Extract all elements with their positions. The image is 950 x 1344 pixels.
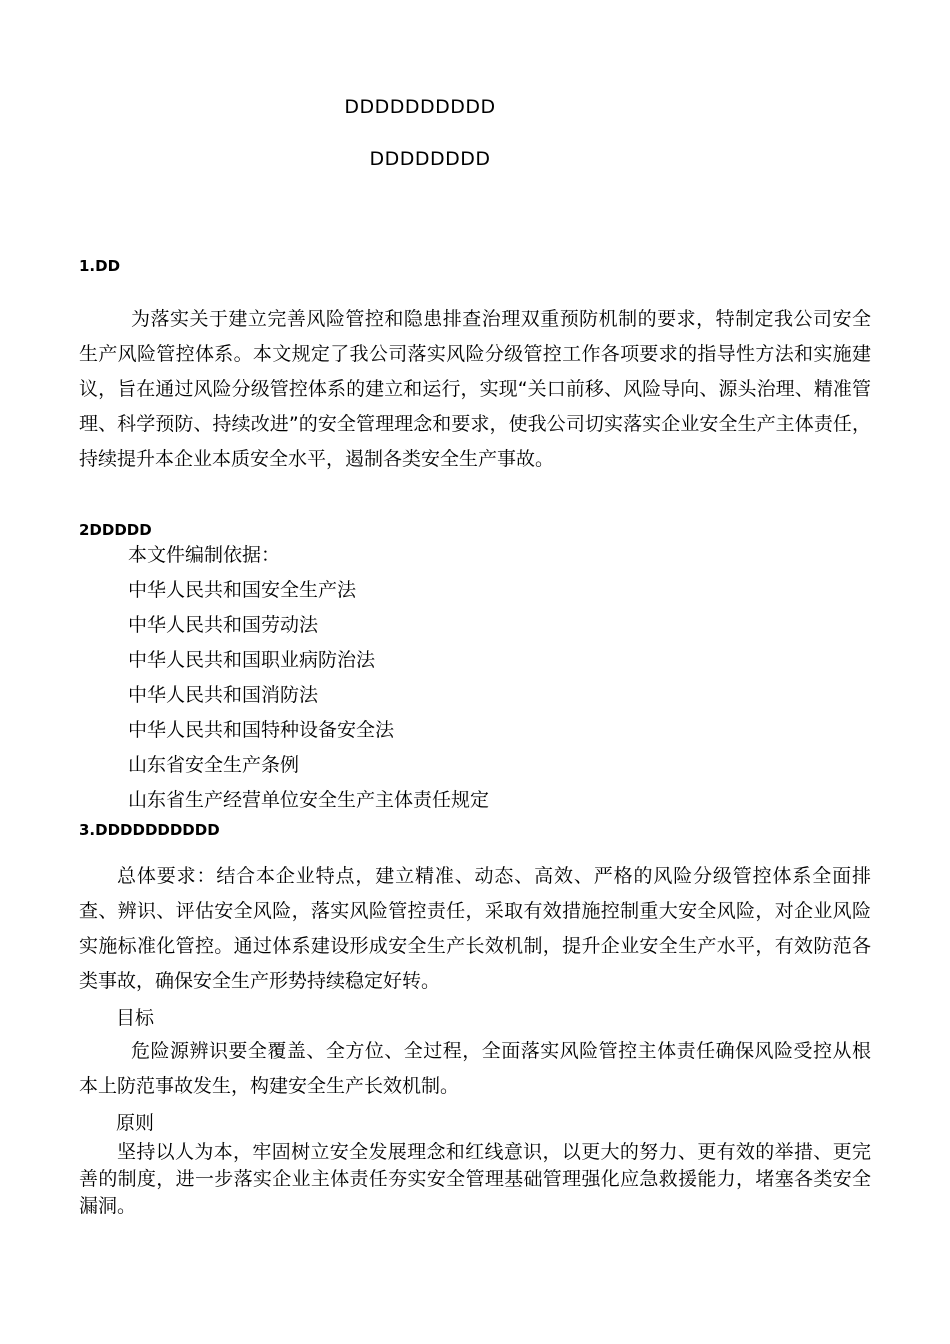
document-subtitle: DDDDDDDD — [369, 148, 491, 170]
goal-label: 目标 — [116, 1007, 155, 1029]
section-1-body: 为落实关于建立完善风险管控和隐患排查治理双重预防机制的要求，特制定我公司安全生产风险管控体系。本文规定了我公司落实风险分级管控工作各项要求的指导性方法和实施建议，旨在通过风险分级管控体系的建立和运行，实现“关口前移、风险导向、源头治理、精准管理、科学预防、持续改进”的安全管理理念和要求，使我公司切实落实企业安全生产主体责任，持续提升本企业本质安全水平，遏制各类安全生产事故。 — [79, 308, 871, 470]
list-item: 中华人民共和国安全生产法 — [128, 579, 357, 601]
list-item: 中华人民共和国特种设备安全法 — [128, 719, 395, 741]
overall-requirements: 总体要求：结合本企业特点，建立精准、动态、高效、严格的风险分级管控体系全面排查、辨识、评估安全风险，落实风险管控责任，采取有效措施控制重大安全风险，对企业风险实施标准化管控。通过体系建设形成安全生产长效机制，提升企业安全生产水平，有效防范各类事故，确保安全生产形势持续稳定好转。 — [79, 865, 871, 992]
basis-list — [128, 538, 489, 818]
list-item: 中华人民共和国劳动法 — [128, 614, 319, 636]
section-2-heading: 2DDDDD — [79, 521, 152, 539]
principle-label: 原则 — [116, 1112, 155, 1134]
list-item: 中华人民共和国职业病防治法 — [128, 649, 376, 671]
section-1-heading: 1.DD — [79, 257, 121, 275]
list-item: 本文件编制依据： — [128, 544, 281, 566]
principle-text: 坚持以人为本，牢固树立安全发展理念和红线意识，以更大的努力、更有效的举措、更完善的制度，进一步落实企业主体责任夯实安全管理基础管理强化应急救援能力，堵塞各类安全漏洞。 — [79, 1141, 871, 1217]
list-item: 中华人民共和国消防法 — [128, 684, 319, 706]
document-title: DDDDDDDDDD — [344, 96, 496, 118]
goal-text: 危险源辨识要全覆盖、全方位、全过程，全面落实风险管控主体责任确保风险受控从根本上防范事故发生，构建安全生产长效机制。 — [79, 1040, 871, 1097]
list-item: 山东省安全生产条例 — [128, 754, 300, 776]
list-item: 山东省生产经营单位安全生产主体责任规定 — [128, 789, 490, 811]
section-3-heading: 3.DDDDDDDDDD — [79, 821, 220, 839]
